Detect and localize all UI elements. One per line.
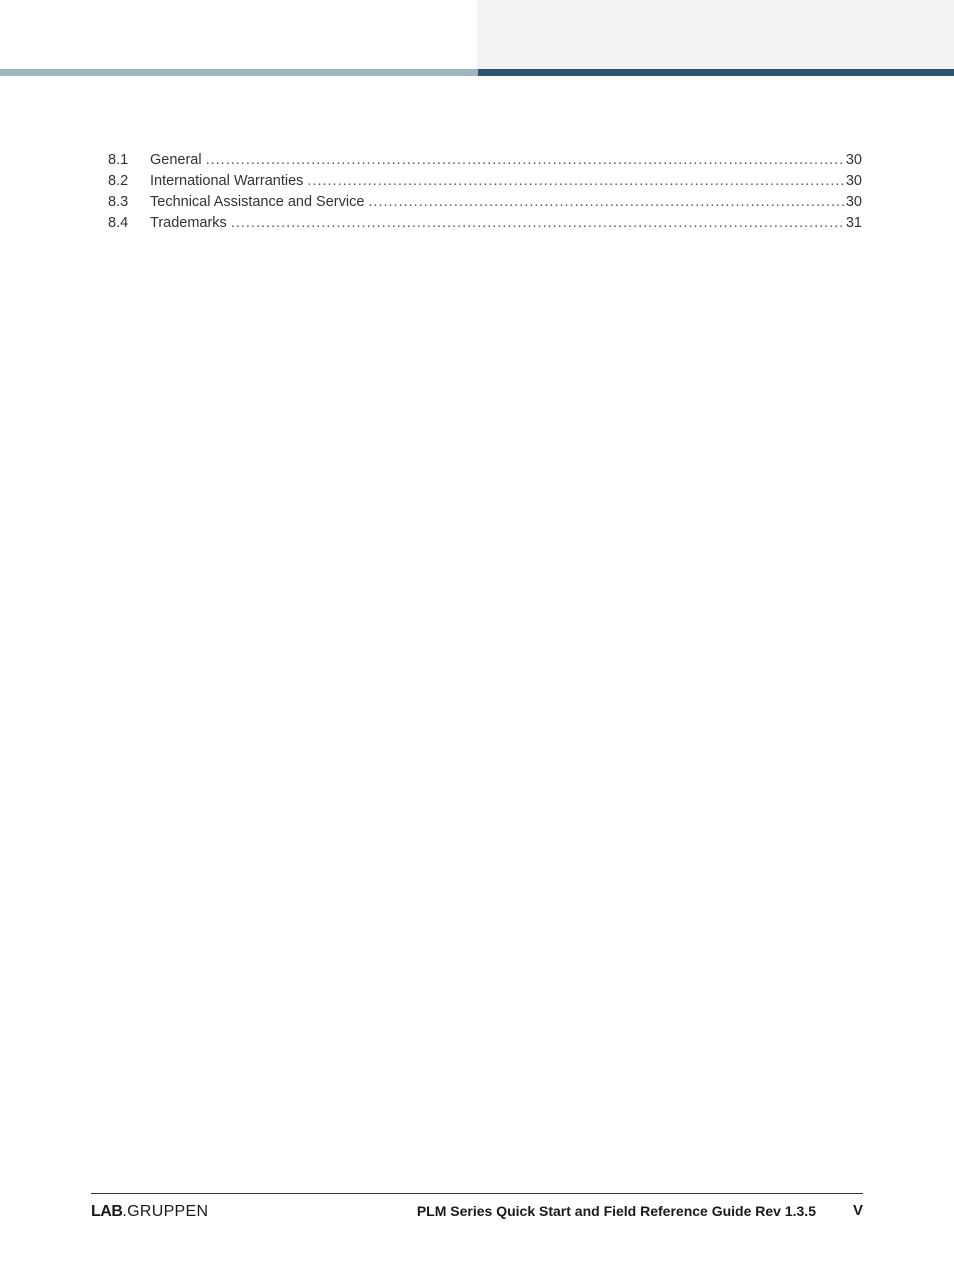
toc-dot-leader xyxy=(307,171,843,192)
header-bar-left xyxy=(0,69,478,76)
toc-entry-8-1[interactable] xyxy=(108,150,862,171)
toc-entry-number: 8.3 xyxy=(108,194,129,210)
table-of-contents xyxy=(108,150,862,234)
toc-entry-title: Trademarks xyxy=(150,215,227,231)
toc-entry-8-2[interactable] xyxy=(108,171,862,192)
toc-entry-number: 8.2 xyxy=(108,173,129,189)
toc-entry-page: 30 xyxy=(845,173,862,189)
header-panel xyxy=(477,0,954,70)
footer-rule xyxy=(91,1193,863,1194)
toc-entry-page: 31 xyxy=(845,215,862,231)
toc-entry-title: General xyxy=(150,152,202,168)
toc-entry-title: International Warranties xyxy=(150,173,304,189)
toc-entry-page: 30 xyxy=(845,194,862,210)
toc-entry-number: 8.4 xyxy=(108,215,129,231)
logo-gruppen-text: .GRUPPEN xyxy=(122,1203,209,1220)
toc-dot-leader xyxy=(231,213,844,234)
header-bar-right xyxy=(478,69,954,76)
footer-document-title: PLM Series Quick Start and Field Reference Guide Rev 1.3.5 xyxy=(416,1203,816,1219)
toc-entry-title: Technical Assistance and Service xyxy=(150,194,365,210)
toc-entry-page: 30 xyxy=(845,152,862,168)
logo-lab-text: LAB xyxy=(91,1203,123,1220)
footer-page-number: V xyxy=(852,1202,863,1219)
toc-dot-leader xyxy=(368,192,843,213)
toc-dot-leader xyxy=(206,150,844,171)
lab-gruppen-logo xyxy=(91,1200,208,1224)
toc-entry-8-4[interactable] xyxy=(108,213,862,234)
toc-entry-number: 8.1 xyxy=(108,152,129,168)
toc-entry-8-3[interactable] xyxy=(108,192,862,213)
